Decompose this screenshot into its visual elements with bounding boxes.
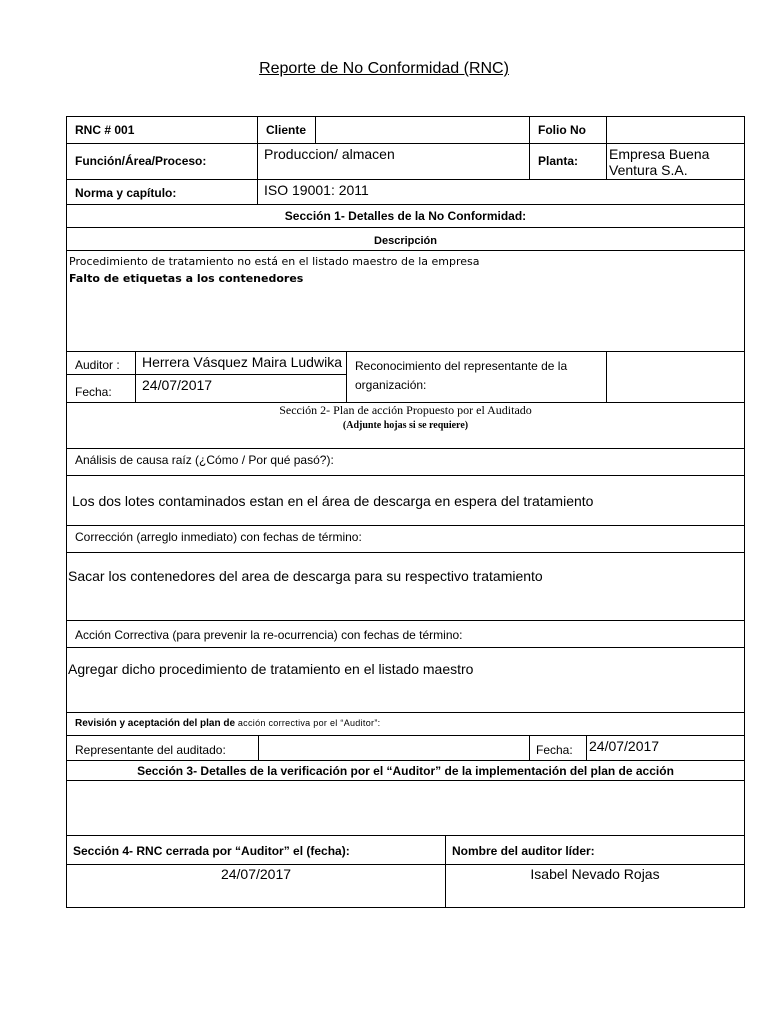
descripcion-label: Descripción xyxy=(66,227,745,251)
fecha-label: Fecha: xyxy=(66,374,136,403)
funcion-field[interactable]: Produccion/ almacen xyxy=(257,143,530,180)
norma-label: Norma y capítulo: xyxy=(66,179,258,205)
correccion-field[interactable]: Sacar los contenedores del area de descarga para su respectivo tratamiento xyxy=(66,552,745,621)
norma-field[interactable]: ISO 19001: 2011 xyxy=(257,179,745,205)
auditor-label: Auditor : xyxy=(66,351,136,375)
cliente-field[interactable] xyxy=(315,116,530,144)
representante-label: Representante del auditado: xyxy=(66,735,259,761)
folio-label: Folio No xyxy=(529,116,607,144)
section3-field[interactable] xyxy=(66,780,745,836)
reconocimiento-label: Reconocimiento del representante de la organización: xyxy=(346,351,607,403)
rnc-number: RNC # 001 xyxy=(66,116,258,144)
auditor-field[interactable]: Herrera Vásquez Maira Ludwika xyxy=(135,351,347,375)
revision-fecha-field[interactable]: 24/07/2017 xyxy=(586,735,745,761)
section1-title: Sección 1- Detalles de la No Conformidad: xyxy=(66,204,745,228)
rnc-form xyxy=(67,117,745,909)
folio-field[interactable] xyxy=(606,116,745,144)
revision-fecha-label: Fecha: xyxy=(529,735,587,761)
cliente-label: Cliente xyxy=(257,116,316,144)
reconocimiento-field[interactable] xyxy=(606,351,745,403)
analisis-field[interactable]: Los dos lotes contaminados estan en el área de descarga en espera del tratamiento xyxy=(66,475,745,526)
descripcion-line: Procedimiento de tratamiento no está en el listado maestro de la empresa xyxy=(69,255,480,268)
descripcion-line: Falto de etiquetas a los contenedores xyxy=(69,272,304,285)
analisis-label: Análisis de causa raíz (¿Cómo / Por qué pasó?): xyxy=(66,448,745,476)
section4-cerrada-field[interactable]: 24/07/2017 xyxy=(66,864,446,908)
representante-field[interactable] xyxy=(258,735,530,761)
planta-field[interactable]: Empresa Buena Ventura S.A. xyxy=(606,143,745,180)
revision-label-rest: acción correctiva por el “Auditor”: xyxy=(235,718,381,728)
section2-subtitle: (Adjunte hojas si se requiere) xyxy=(342,420,469,431)
fecha-field[interactable]: 24/07/2017 xyxy=(135,374,347,403)
funcion-label: Función/Área/Proceso: xyxy=(66,143,258,180)
section3-title: Sección 3- Detalles de la verificación por el “Auditor” de la implementación del plan de acción xyxy=(66,760,745,781)
page-title: Reporte de No Conformidad (RNC) xyxy=(259,60,509,77)
section2-title: Sección 2- Plan de acción Propuesto por el Auditado xyxy=(279,403,532,417)
descripcion-field[interactable] xyxy=(66,250,745,352)
revision-label-bold: Revisión y aceptación del plan de xyxy=(75,718,236,729)
section2-header xyxy=(66,402,745,449)
accion-field[interactable]: Agregar dicho procedimiento de tratamiento en el listado maestro xyxy=(66,647,745,713)
section4-cerrada-label: Sección 4- RNC cerrada por “Auditor” el (fecha): xyxy=(66,835,446,865)
planta-label: Planta: xyxy=(529,143,607,180)
section4-nombre-label: Nombre del auditor líder: xyxy=(445,835,745,865)
accion-label: Acción Correctiva (para prevenir la re-ocurrencia) con fechas de término: xyxy=(66,620,745,648)
section4-nombre-field[interactable]: Isabel Nevado Rojas xyxy=(445,864,745,908)
revision-label xyxy=(66,712,745,736)
correccion-label: Corrección (arreglo inmediato) con fechas de término: xyxy=(66,525,745,553)
